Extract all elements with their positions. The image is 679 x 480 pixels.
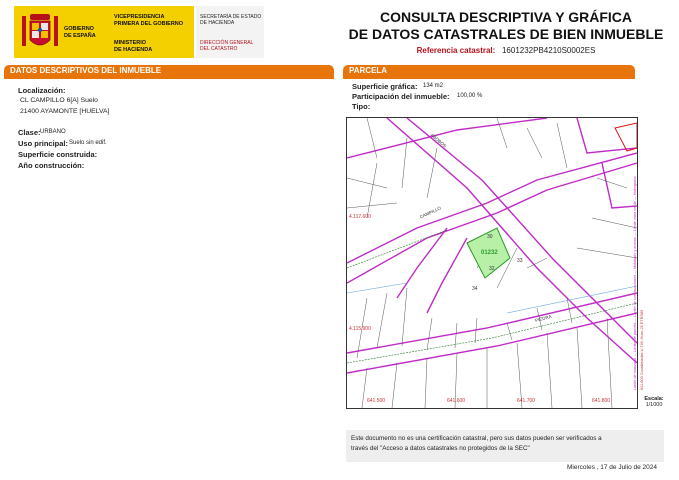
uso-label: Uso principal: <box>18 139 69 148</box>
anio-construccion-label: Año construcción: <box>18 161 85 170</box>
coord-label: 641.600 <box>447 398 466 404</box>
coord-label: 641.800 <box>592 398 611 404</box>
localizacion-line2: 21400 AYAMONTE [HUELVA] <box>20 108 110 115</box>
superficie-grafica-label: Superficie gráfica: <box>352 82 418 91</box>
gov-name: GOBIERNO DE ESPAÑA <box>64 26 96 39</box>
section-divider <box>343 77 635 79</box>
coat-of-arms-icon <box>20 12 60 54</box>
section-datos-descriptivos: DATOS DESCRIPTIVOS DEL INMUEBLE <box>4 65 334 77</box>
clase-value: URBANO <box>40 129 66 135</box>
referencia-catastral <box>346 46 666 55</box>
localizacion-label: Localización: <box>18 86 66 95</box>
coord-label: 641.700 <box>517 398 536 404</box>
coord-note <box>640 300 648 390</box>
section-parcela: PARCELA <box>343 65 635 77</box>
parcel-label: 01232 <box>481 250 498 256</box>
escala-label: Escala: <box>644 396 664 402</box>
coord-note-text: 641.800 Coordenadas U.T.M. Huso 29 ETRS89 <box>640 309 644 390</box>
ministry-name: MINISTERIO DE HACIENDA <box>114 40 153 53</box>
footer-date: Miercoles , 17 de Julio de 2024 <box>567 464 657 471</box>
participacion-label: Participación del inmueble: <box>352 92 450 101</box>
ref-label: Referencia catastral: <box>416 46 496 55</box>
parcel-number: 33 <box>517 258 523 264</box>
street-label: PIEDRA <box>534 313 553 324</box>
page-title-line1: CONSULTA DESCRIPTIVA Y GRÁFICA <box>379 9 632 25</box>
page-title-line2: DE DATOS CATASTRALES DE BIEN INMUEBLE <box>348 26 664 42</box>
clase-label: Clase: <box>18 128 41 137</box>
legend-text: Límite de manzana — Límite de parcela — Límite de construcciones — Mobiliario y aceras — Límite zona verde — Hidrografía <box>633 176 637 390</box>
parcel-number: 34 <box>472 286 478 292</box>
disclaimer-line2: través del "Acceso a datos catastrales no protegidos de la SEC" <box>351 445 530 452</box>
superficie-construida-label: Superficie construida: <box>18 150 98 159</box>
parcel-number: 30 <box>487 234 493 240</box>
disclaimer-line1: Este documento no es una certificación catastral, pero sus datos pueden ser verificados a <box>351 435 602 442</box>
map-drawing <box>347 118 637 408</box>
section-divider <box>4 77 334 79</box>
parcel-number: 32 <box>489 266 495 272</box>
disclaimer-box <box>346 430 664 462</box>
uso-value: Suelo sin edif. <box>69 140 107 146</box>
coord-label: 641.500 <box>367 398 386 404</box>
vicepresidencia-name: VICEPRESIDENCIA PRIMERA DEL GOBIERNO <box>114 14 184 27</box>
cadastral-map[interactable] <box>346 117 638 409</box>
street-label: ABOBOS <box>429 132 448 149</box>
map-legend <box>633 120 638 390</box>
tipo-label: Tipo: <box>352 102 371 111</box>
direccion-name: DIRECCIÓN GENERAL DEL CATASTRO <box>200 40 254 52</box>
scale-block <box>638 396 670 408</box>
coord-label: 4.115.900 <box>349 326 371 332</box>
ref-value[interactable]: 1601232PB4210S0002ES <box>501 46 596 55</box>
secretaria-name: SECRETARÍA DE ESTADO DE HACIENDA <box>200 14 262 26</box>
superficie-grafica-value: 134 m2 <box>423 83 444 89</box>
street-label: CAMPILLO <box>419 205 442 220</box>
localizacion-line1: CL CAMPILLO 6[A] Suelo <box>20 97 98 104</box>
participacion-value: 100,00 % <box>457 93 483 99</box>
escala-value: 1/1000 <box>645 402 663 408</box>
coord-label: 4.117.600 <box>349 214 371 220</box>
